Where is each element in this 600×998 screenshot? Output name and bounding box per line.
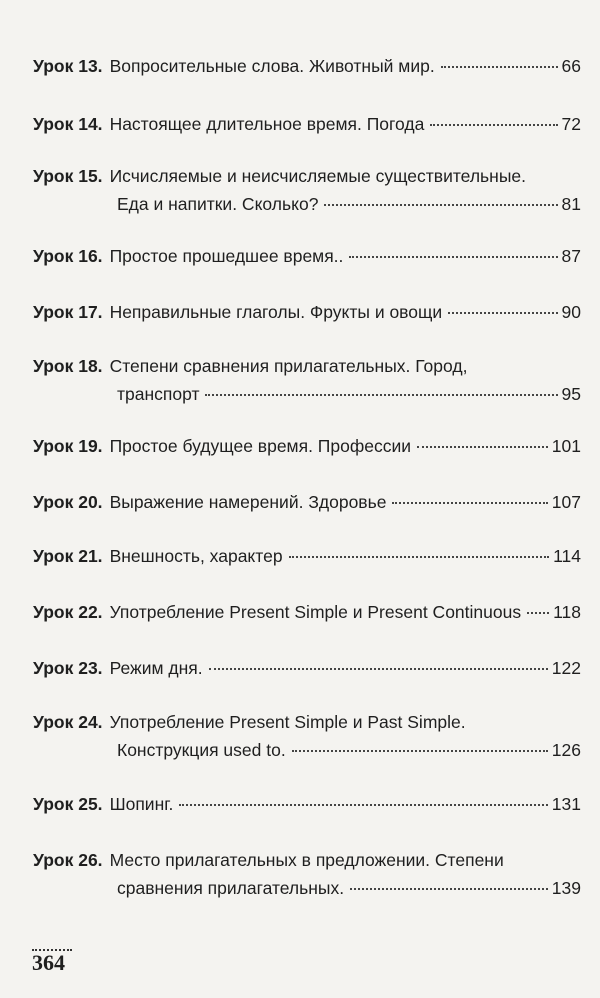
dot-leader [350,887,548,890]
lesson-title: Еда и напитки. Сколько? [117,194,319,214]
toc-entry [33,488,581,516]
toc-page-number: 107 [551,492,581,512]
toc-entry-line [33,110,581,138]
toc-page-number: 72 [561,114,581,134]
lesson-label: Урок 25. [33,794,103,814]
toc-entry [33,432,581,460]
dot-leader [349,255,557,258]
lesson-label: Урок 23. [33,658,103,678]
dot-leader [179,803,547,806]
lesson-title: Шопинг. [109,794,174,814]
lesson-label: Урок 19. [33,436,103,456]
dot-leader [527,611,549,614]
lesson-title: Внешность, характер [109,546,283,566]
toc-entry-line [33,846,581,874]
lesson-title: Выражение намерений. Здоровье [109,492,387,512]
lesson-title: Исчисляемые и неисчисляемые существительные. [109,166,526,186]
toc-page-number: 81 [561,194,581,214]
toc-page-number: 139 [551,878,581,898]
lesson-title: Употребление Present Simple и Past Simple. [109,712,466,732]
dot-leader [205,393,557,396]
dot-leader [441,65,558,68]
toc-entry [33,708,581,764]
toc-entry-line [33,708,581,736]
lesson-label: Урок 21. [33,546,103,566]
lesson-title: сравнения прилагательных. [117,878,345,898]
dot-leader [417,445,548,448]
toc-page-number: 95 [561,384,581,404]
lesson-label: Урок 18. [33,356,103,376]
lesson-title: Режим дня. [109,658,203,678]
toc-page-number: 122 [551,658,581,678]
toc-entry [33,352,581,408]
lesson-label: Урок 14. [33,114,103,134]
toc-entry [33,242,581,270]
toc-entry [33,598,581,626]
toc-entry-continuation [33,190,581,218]
dot-leader [324,203,557,206]
toc-entry-line [33,242,581,270]
lesson-title: Неправильные глаголы. Фрукты и овощи [109,302,443,322]
lesson-title: Настоящее длительное время. Погода [109,114,425,134]
lesson-label: Урок 13. [33,56,103,76]
lesson-title: транспорт [117,384,200,404]
toc-page-number: 114 [553,546,581,566]
toc-entry-line [33,790,581,818]
toc-entry-line [33,598,581,626]
dot-leader [209,667,548,670]
toc-entry [33,654,581,682]
page-number: 364 [32,950,65,975]
lesson-title: Простое прошедшее время.. [109,246,344,266]
lesson-label: Урок 17. [33,302,103,322]
toc-entry-line [33,432,581,460]
toc-entry-continuation [33,874,581,902]
toc-page-number: 87 [561,246,581,266]
toc-entry-line [33,654,581,682]
lesson-label: Урок 20. [33,492,103,512]
dot-leader [430,123,557,126]
lesson-label: Урок 15. [33,166,103,186]
toc-entry-continuation [33,736,581,764]
toc-page-number: 118 [553,602,581,622]
toc-entry-line [33,542,581,570]
lesson-title: Место прилагательных в предложении. Степени [109,850,504,870]
toc-entry [33,542,581,570]
toc-page-number: 66 [561,56,581,76]
lesson-title: Конструкция used to. [117,740,286,760]
toc-entry [33,790,581,818]
toc-page-number: 126 [551,740,581,760]
dot-leader [292,749,548,752]
toc-entry [33,846,581,902]
lesson-label: Урок 22. [33,602,103,622]
lesson-title: Простое будущее время. Профессии [109,436,412,456]
lesson-title: Степени сравнения прилагательных. Город, [109,356,468,376]
toc-page-number: 131 [551,794,581,814]
dot-leader [289,555,550,558]
toc-page-number: 101 [551,436,581,456]
toc-entry-line [33,298,581,326]
toc-page-number: 90 [561,302,581,322]
lesson-label: Урок 16. [33,246,103,266]
toc-entry-line [33,352,581,380]
toc-entry-continuation [33,380,581,408]
lesson-title: Употребление Present Simple и Present Continuous [109,602,522,622]
lesson-title: Вопросительные слова. Животный мир. [109,56,435,76]
dot-leader [392,501,547,504]
toc-entry [33,52,581,80]
lesson-label: Урок 24. [33,712,103,732]
toc-entry [33,298,581,326]
dot-leader [448,311,557,314]
toc-entry-line [33,162,581,190]
toc-entry [33,162,581,218]
lesson-label: Урок 26. [33,850,103,870]
toc-entry [33,110,581,138]
toc-entry-line [33,488,581,516]
toc-entry-line [33,52,581,80]
